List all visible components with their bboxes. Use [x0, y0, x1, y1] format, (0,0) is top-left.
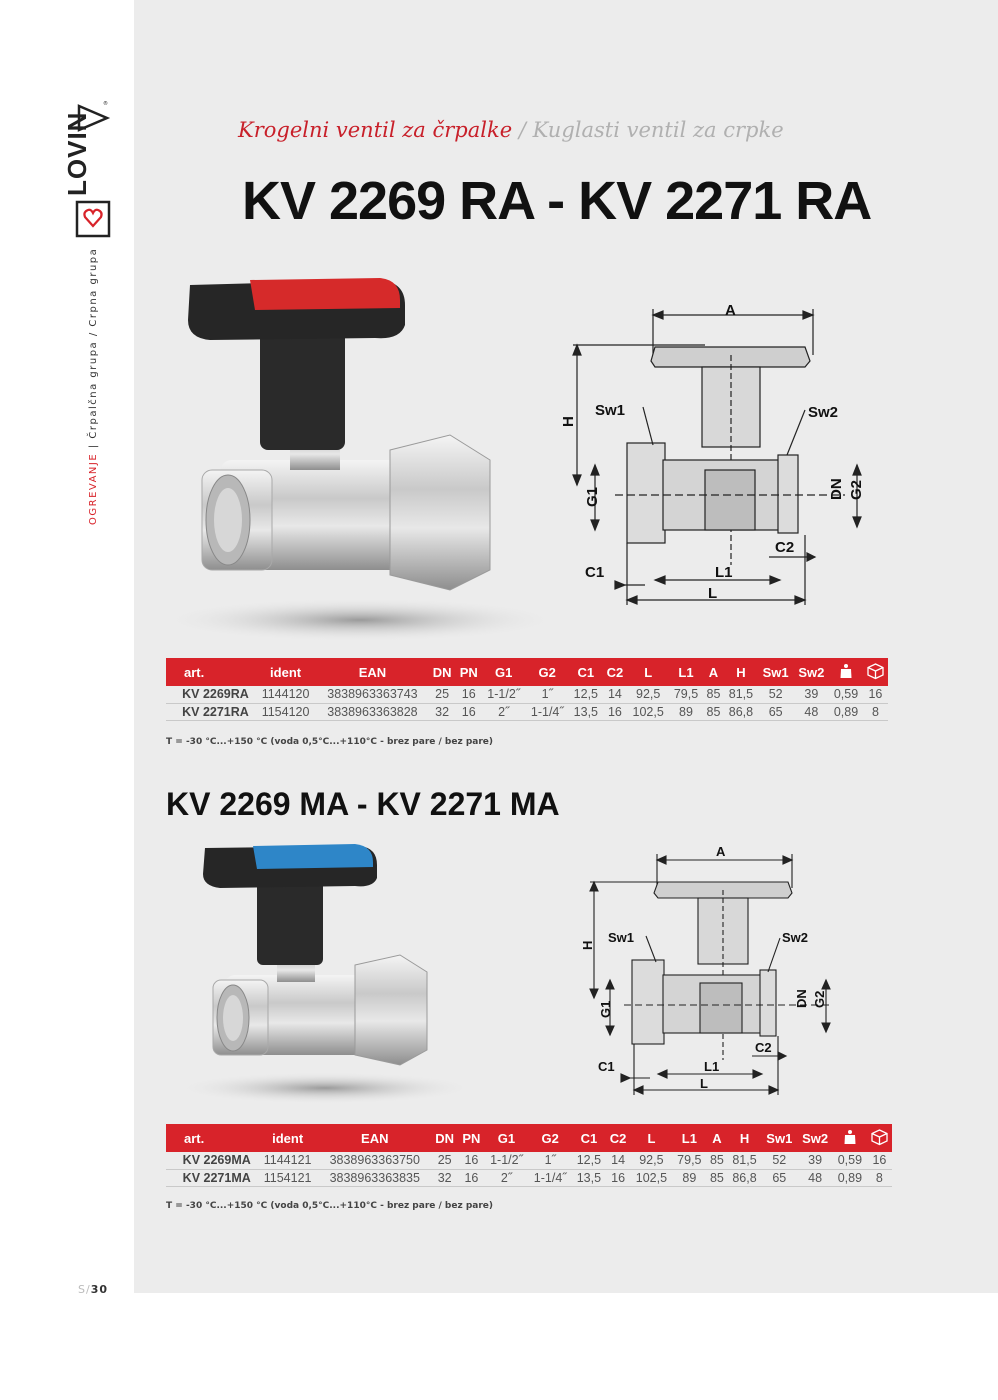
cell: 16: [458, 1169, 484, 1186]
dim-label-c2: C2: [755, 1040, 772, 1055]
subtitle-sl: Krogelni ventil za črpalke: [238, 118, 513, 142]
cell: 92,5: [630, 1152, 672, 1169]
dim-label-a: A: [716, 844, 726, 859]
cell: 1144121: [257, 1152, 319, 1169]
table-row: [166, 1169, 892, 1186]
cell: 3838963363750: [318, 1152, 431, 1169]
cell: 12,5: [569, 686, 603, 703]
col-sw2: Sw2: [797, 1124, 833, 1152]
col-pn: PN: [458, 1124, 484, 1152]
col-g1: G1: [485, 1124, 529, 1152]
dim-label-c1: C1: [585, 564, 605, 581]
col-weight: [829, 658, 863, 686]
col-l1: L1: [669, 658, 703, 686]
cell: 102,5: [627, 703, 669, 720]
dim-label-g2: G2: [812, 990, 827, 1008]
col-ean: EAN: [318, 1124, 431, 1152]
cell: 1-1/2˝: [485, 1152, 529, 1169]
page-prefix: S/: [78, 1283, 91, 1296]
box-icon: [867, 663, 884, 679]
col-sw1: Sw1: [761, 1124, 797, 1152]
cell: 0,59: [829, 686, 863, 703]
cell: 92,5: [627, 686, 669, 703]
cell: 102,5: [630, 1169, 672, 1186]
section-label-sub: | Črpalčna grupa / Crpna grupa: [88, 247, 99, 453]
cell: 85: [703, 686, 724, 703]
cell: 3838963363828: [316, 703, 428, 720]
cell: 16: [863, 686, 888, 703]
product-photo-ma: [165, 840, 490, 1110]
dim-label-sw1: Sw1: [595, 402, 626, 419]
cell: KV 2269RA: [166, 686, 255, 703]
col-a: A: [703, 658, 724, 686]
cell: 1-1/4˝: [528, 1169, 572, 1186]
col-c2: C2: [603, 658, 628, 686]
dim-label-h: H: [580, 940, 595, 950]
dim-label-c1: C1: [598, 1059, 615, 1074]
cell: 89: [669, 703, 703, 720]
cell: 85: [706, 1169, 727, 1186]
cell: KV 2271MA: [166, 1169, 257, 1186]
brand-logo: [62, 100, 110, 240]
col-ident: ident: [257, 1124, 319, 1152]
cell: 16: [603, 703, 628, 720]
product-title-ma: KV 2269 MA - KV 2271 MA: [166, 786, 560, 822]
col-g2: G2: [528, 1124, 572, 1152]
cell: 2˝: [485, 1169, 529, 1186]
dim-label-a: A: [725, 302, 736, 319]
col-a: A: [706, 1124, 727, 1152]
cell: 39: [793, 686, 829, 703]
col-weight: [833, 1124, 867, 1152]
cell: 0,59: [833, 1152, 867, 1169]
dim-label-sw2: Sw2: [782, 930, 809, 945]
col-c1: C1: [569, 658, 603, 686]
dim-label-l1: L1: [715, 564, 733, 581]
cell: 1-1/2˝: [482, 686, 526, 703]
cell: 65: [761, 1169, 797, 1186]
cell: 86,8: [724, 703, 758, 720]
sidebar: [0, 0, 134, 1400]
col-l1: L1: [672, 1124, 706, 1152]
box-icon: [871, 1129, 888, 1145]
dim-label-g1: G1: [584, 486, 601, 507]
col-g1: G1: [482, 658, 526, 686]
page-subtitle: [238, 118, 784, 142]
dim-label-l1: L1: [704, 1059, 720, 1074]
col-l: L: [630, 1124, 672, 1152]
col-ident: ident: [255, 658, 317, 686]
page-number: [78, 1283, 108, 1296]
dim-label-l: L: [708, 585, 718, 602]
svg-text:LOVIN: LOVIN: [62, 111, 92, 196]
svg-text:®: ®: [103, 101, 108, 107]
cell: 16: [606, 1169, 631, 1186]
cell: 1-1/4˝: [525, 703, 569, 720]
temperature-note-ma: T = -30 °C...+150 °C (voda 0,5°C...+110°C - brez pare / bez pare): [166, 1201, 494, 1211]
cell: 13,5: [572, 1169, 606, 1186]
cell: 16: [867, 1152, 892, 1169]
cell: 3838963363835: [318, 1169, 431, 1186]
dim-label-c2: C2: [775, 539, 795, 556]
dim-label-dn: DN: [794, 989, 809, 1008]
cell: 85: [703, 703, 724, 720]
dim-label-g1: G1: [598, 1000, 613, 1018]
spec-table-ma: [166, 1124, 892, 1187]
cell: 25: [431, 1152, 458, 1169]
table-row: [166, 1152, 892, 1169]
table-header-row: [166, 658, 888, 686]
cell: 81,5: [724, 686, 758, 703]
section-label: [88, 248, 99, 525]
cell: 12,5: [572, 1152, 606, 1169]
cell: 25: [429, 686, 456, 703]
col-package: [863, 658, 888, 686]
col-sw2: Sw2: [793, 658, 829, 686]
temperature-note-ra: T = -30 °C...+150 °C (voda 0,5°C...+110°C - brez pare / bez pare): [166, 737, 494, 747]
col-c2: C2: [606, 1124, 631, 1152]
table-row: [166, 686, 888, 703]
cell: 16: [458, 1152, 484, 1169]
subtitle-hr: / Kuglasti ventil za crpke: [512, 118, 784, 142]
col-c1: C1: [572, 1124, 606, 1152]
cell: 8: [863, 703, 888, 720]
cell: 14: [603, 686, 628, 703]
col-sw1: Sw1: [758, 658, 794, 686]
cell: 79,5: [672, 1152, 706, 1169]
dim-label-g2: G2: [848, 479, 865, 500]
cell: 1144120: [255, 686, 317, 703]
spec-table-ra: [166, 658, 888, 721]
cell: 1˝: [528, 1152, 572, 1169]
cell: 1154120: [255, 703, 317, 720]
dim-label-h: H: [560, 416, 577, 427]
cell: 39: [797, 1152, 833, 1169]
cell: 52: [761, 1152, 797, 1169]
cell: 48: [797, 1169, 833, 1186]
cell: KV 2269MA: [166, 1152, 257, 1169]
col-l: L: [627, 658, 669, 686]
cell: 86,8: [728, 1169, 762, 1186]
page-number-value: 30: [90, 1283, 109, 1296]
cell: 89: [672, 1169, 706, 1186]
cell: 13,5: [569, 703, 603, 720]
col-pn: PN: [456, 658, 482, 686]
cell: 2˝: [482, 703, 526, 720]
cell: 0,89: [829, 703, 863, 720]
technical-drawing-ma: [580, 840, 870, 1100]
dim-label-l: L: [700, 1076, 708, 1091]
dim-label-sw1: Sw1: [608, 930, 635, 945]
col-h: H: [728, 1124, 762, 1152]
cell: 1154121: [257, 1169, 319, 1186]
table-header-row: [166, 1124, 892, 1152]
cell: KV 2271RA: [166, 703, 255, 720]
cell: 79,5: [669, 686, 703, 703]
col-art: art.: [166, 1124, 257, 1152]
table-row: [166, 703, 888, 720]
cell: 1˝: [525, 686, 569, 703]
col-g2: G2: [525, 658, 569, 686]
weight-icon: [844, 1129, 856, 1144]
cell: 16: [456, 686, 482, 703]
col-dn: DN: [431, 1124, 458, 1152]
col-h: H: [724, 658, 758, 686]
col-dn: DN: [429, 658, 456, 686]
product-photo-ra: [150, 270, 575, 650]
cell: 32: [429, 703, 456, 720]
cell: 81,5: [728, 1152, 762, 1169]
cell: 3838963363743: [316, 686, 428, 703]
technical-drawing-ra: [555, 295, 875, 610]
cell: 14: [606, 1152, 631, 1169]
weight-icon: [840, 663, 852, 678]
section-label-main: OGREVANJE: [88, 452, 99, 525]
cell: 52: [758, 686, 794, 703]
product-title-ra: KV 2269 RA - KV 2271 RA: [242, 171, 872, 231]
cell: 32: [431, 1169, 458, 1186]
col-ean: EAN: [316, 658, 428, 686]
col-art: art.: [166, 658, 255, 686]
cell: 65: [758, 703, 794, 720]
dim-label-sw2: Sw2: [808, 404, 839, 421]
col-package: [867, 1124, 892, 1152]
cell: 0,89: [833, 1169, 867, 1186]
cell: 8: [867, 1169, 892, 1186]
cell: 85: [706, 1152, 727, 1169]
cell: 16: [456, 703, 482, 720]
cell: 48: [793, 703, 829, 720]
dim-label-dn: DN: [828, 478, 845, 500]
